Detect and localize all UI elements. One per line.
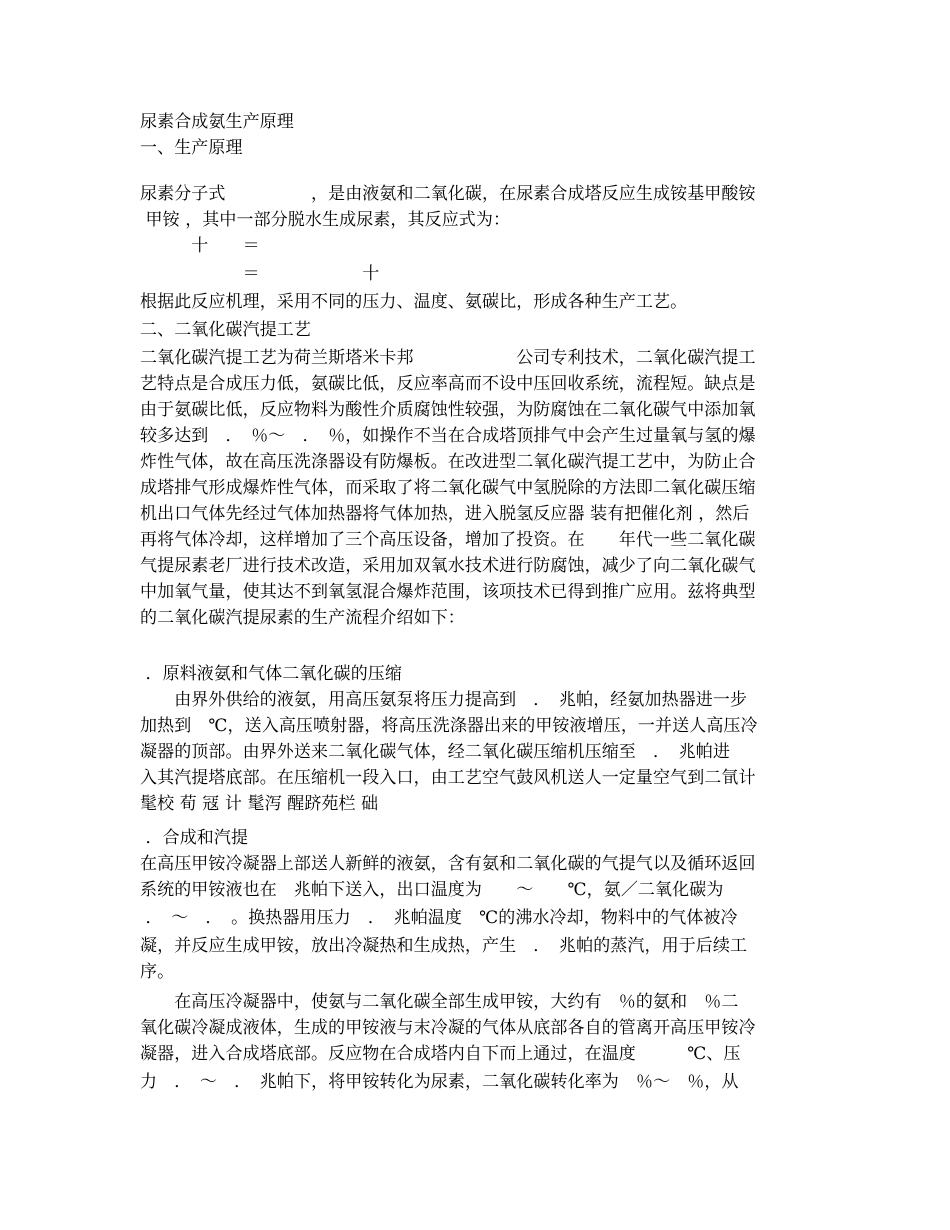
paragraph-line: 成塔排气形成爆炸性气体，而采取了将二氧化碳气中氢脱除的方法即二氧化碳压缩 — [140, 478, 756, 498]
paragraph-line: 的二氧化碳汽提尿素的生产流程介绍如下： — [140, 608, 465, 628]
paragraph-line: 艺特点是合成压力低，氨碳比低，反应率高而不设中压回收系统，流程短。缺点是 — [140, 374, 756, 394]
paragraph-line: 由于氨碳比低，反应物料为酸性介质腐蚀性较强，为防腐蚀在二氧化碳气中添加氧 — [140, 400, 756, 420]
paragraph-line: 由界外供给的液氨，用高压氨泵将压力提高到 ． 兆帕，经氨加热器进一步 — [140, 690, 748, 710]
subsection-heading: ．原料液氨和气体二氧化碳的压缩 — [140, 664, 403, 684]
paragraph-line: 系统的甲铵液也在 兆帕下送入，出口温度为 ～ ℃，氨／二氧化碳为 — [140, 880, 724, 900]
paragraph-line: 根据此反应机理，采用不同的压力、温度、氨碳比，形成各种生产工艺。 — [140, 292, 688, 312]
paragraph-line: ． ～ ． 。换热器用压力 ． 兆帕温度 ℃的沸水冷却，物料中的气体被冷 — [140, 908, 738, 928]
paragraph-line: 序。 — [140, 962, 175, 982]
paragraph-line: 在高压甲铵冷凝器上部送人新鲜的液氨，含有氨和二氧化碳的气提气以及循环返回 — [140, 854, 756, 874]
paragraph-line: 甲铵 ，其中一部分脱水生成尿素，其反应式为： — [140, 210, 511, 230]
paragraph-line: 凝，并反应生成甲铵，放出冷凝热和生成热，产生 ． 兆帕的蒸汽，用于后续工 — [140, 936, 748, 956]
doc-title: 尿素合成氨生产原理 — [140, 112, 294, 132]
paragraph-line: 在高压冷凝器中，使氨与二氧化碳全部生成甲铵，大约有 ％的氨和 ％二 — [140, 992, 739, 1012]
paragraph-line: 机出口气体先经过气体加热器将气体加热，进入脱氢反应器 装有把催化剂 ，然后 — [140, 504, 750, 524]
paragraph-line: 气提尿素老厂进行技术改造，采用加双氧水技术进行防腐蚀，减少了向二氧化碳气 — [140, 556, 756, 576]
paragraph-line: 入其汽提塔底部。在压缩机一段入口，由工艺空气鼓风机送人一定量空气到二氜计 — [140, 768, 756, 788]
paragraph-line: 力 ． ～ ． 兆帕下，将甲铵转化为尿素，二氧化碳转化率为 ％～ ％，从 — [140, 1072, 739, 1092]
equation-line: ＝ 十 — [140, 264, 380, 284]
paragraph-line: 炸性气体，故在高压洗涤器设有防爆板。在改进型二氧化碳汽提工艺中，为防止合 — [140, 452, 756, 472]
paragraph-line: 较多达到 ． ％～ ． ％，如操作不当在合成塔顶排气中会产生过量氧与氢的爆 — [140, 426, 756, 446]
paragraph-line: 髦校 荀 冦 计 髦泻 醒跻苑栏 础 — [140, 794, 379, 814]
paragraph-line: 中加氧气量，使其达不到氧氢混合爆炸范围，该项技术已得到推广应用。兹将典型 — [140, 582, 756, 602]
section-heading: 二、二氧化碳汽提工艺 — [140, 320, 311, 340]
paragraph-line: 再将气体冷却，这样增加了三个高压设备，增加了投资。在 年代一些二氧化碳 — [140, 530, 756, 550]
subsection-heading: ．合成和汽提 — [140, 828, 249, 848]
paragraph-line: 凝器，进入合成塔底部。反应物在合成塔内自下而上通过，在温度 ℃、压 — [140, 1044, 741, 1064]
paragraph-line: 加热到 ℃，送入高压喷射器，将高压洗涤器出来的甲铵液增压，一并送人高压冷 — [140, 716, 758, 736]
section-heading: 一、生产原理 — [140, 138, 243, 158]
equation-line: 十 ＝ — [140, 236, 260, 256]
paragraph-line: 二氧化碳汽提工艺为荷兰斯塔米卡邦 公司专利技术，二氧化碳汽提工 — [140, 348, 756, 368]
paragraph-line: 氧化碳冷凝成液体，生成的甲铵液与末冷凝的气体从底部各自的管离开高压甲铵冷 — [140, 1018, 756, 1038]
paragraph-line: 尿素分子式 ，是由液氨和二氧化碳，在尿素合成塔反应生成铵基甲酸铵 — [140, 184, 756, 204]
paragraph-line: 凝器的顶部。由界外送来二氧化碳气体，经二氧化碳压缩机压缩至 ． 兆帕进 — [140, 742, 730, 762]
